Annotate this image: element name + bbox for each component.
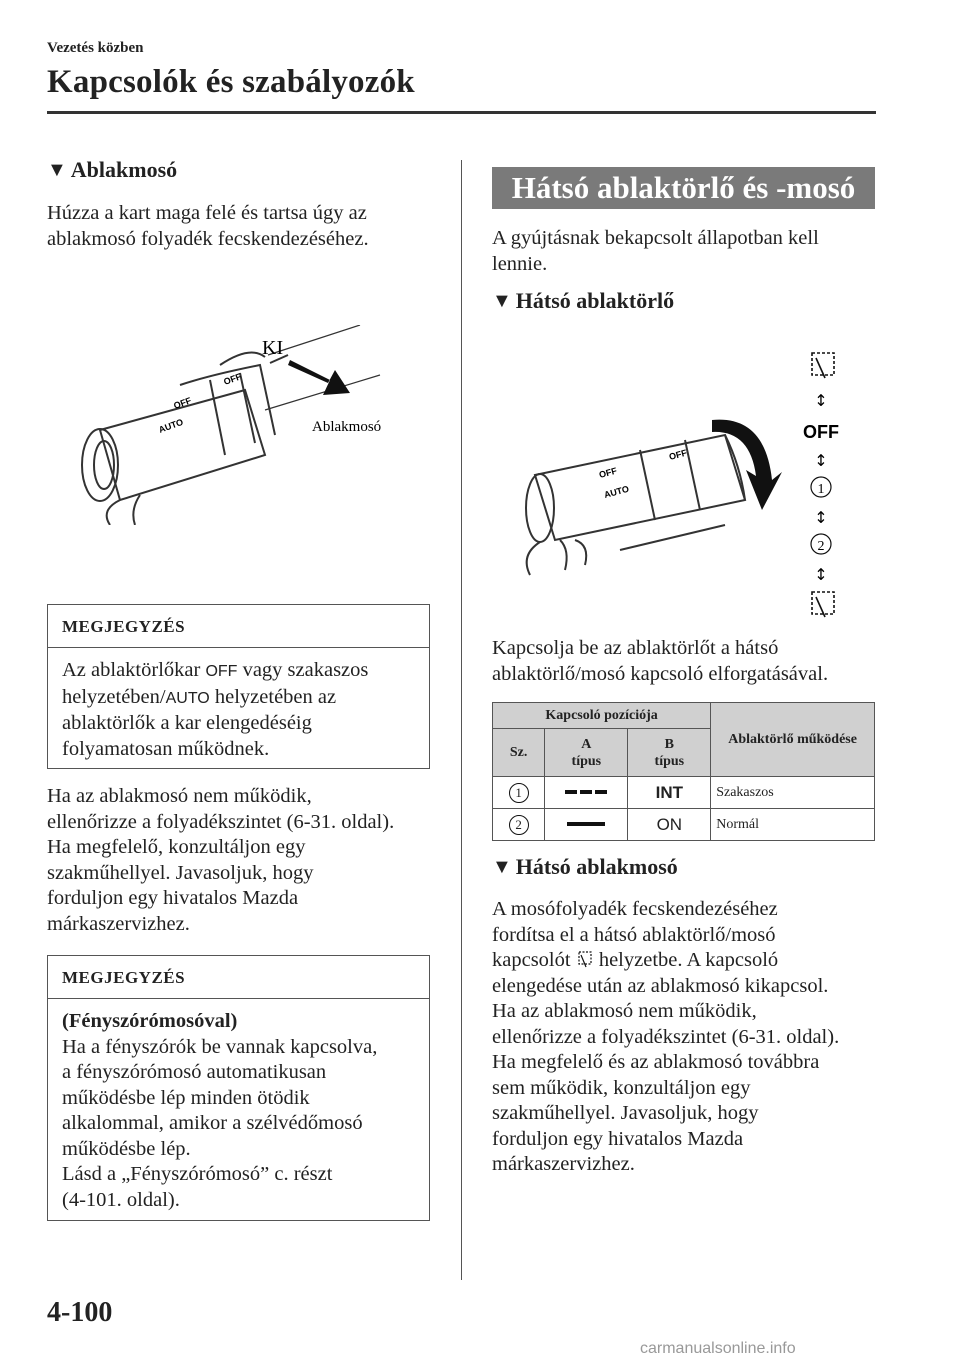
label-off: KI [262,337,284,359]
header-type-a: A típus [545,729,628,777]
washer-heading: ▼ Ablakmosó [47,157,178,182]
rotate-arrow-icon [712,420,782,510]
svg-text:AUTO: AUTO [602,483,630,500]
triangle-bullet-icon: ▼ [492,289,512,312]
table-row [493,777,875,809]
ignition-text: A gyújtásnak bekapcsolt állapotban kell lennie. [492,227,819,275]
note-subtitle: (Fényszórómosóval) [62,1010,238,1032]
position-1-label: 1 [817,482,825,497]
double-arrow-icon: ↕ [814,451,828,470]
note-body: (Fényszórómosóval) Ha a fényszórók be vannak kapcsolva, a fényszórómosó automatikusan működésbe lép minden ötödik alkalommal, amikor a szélvédőmosó működésbe lép. Lásd a „Fényszórómosó” c. részt (4-101. oldal). [48,999,429,1223]
note-body [48,648,429,772]
rear-washer-heading: ▼ Hátsó ablakmosó [492,854,678,879]
rear-wiper-text: Kapcsolja be az ablaktörlőt a hátsó ablaktörlő/mosó kapcsoló elforgatásával. [492,637,829,685]
type-a-symbol [545,777,628,809]
header-no: Sz. [493,729,545,777]
type-b-symbol: INT [628,777,711,809]
svg-text:OFF: OFF [667,447,688,462]
solid-line-icon [563,820,609,828]
header-rule [47,111,876,114]
watermark: carmanualsonline.info [640,1340,796,1357]
washer-instructions: Húzza a kart maga felé és tartsa úgy az ablakmosó folyadék fecskendezéséhez. [47,202,369,250]
washer-bottom-icon [812,592,834,617]
header-type-b: B típus [628,729,711,777]
washer-top-icon [812,353,834,378]
header-position: Kapcsoló pozíciója [493,703,711,729]
washer-icon [576,949,594,969]
auto-symbol: AUTO [165,689,210,707]
page-number: 4-100 [47,1297,113,1328]
triangle-bullet-icon: ▼ [492,855,512,878]
section-banner: Hátsó ablaktörlő és -mosó [492,167,875,209]
dashed-line-icon [563,788,609,796]
label-washer: Ablakmosó [312,419,382,435]
row-number: 2 [493,809,545,841]
double-arrow-icon: ↕ [814,565,828,584]
note-line: helyzetében/AUTO helyzetében az [62,685,337,708]
triangle-bullet-icon: ▼ [47,158,67,181]
rear-wiper-heading: ▼ Hátsó ablaktörlő [492,288,675,313]
position-2-label: 2 [817,539,825,554]
rear-washer-text: A mosófolyadék fecskendezéséhez fordítsa el a hátsó ablaktörlő/mosó kapcsolót helyzetbe. A kapcsoló elengedése után az ablakmosó kikapcsol. Ha az ablakmosó nem működik, ellenőrizze a folyadékszintet (6-31. oldal). Ha megfelelő és az ablakmosó továbbra sem működik, konzultáljon egy szakműhellyel. Javasoljuk, hogy forduljon egy hivatalos Mazda márkaszervizhez. [492,898,840,1175]
failure-text: Ha az ablakmosó nem működik, ellenőrizze a folyadékszintet (6-31. oldal). Ha megfelelő, konzultáljon egy szakműhellyel. Javasoljuk, hogy forduljon egy hivatalos Mazda márkaszervizhez. [47,785,395,935]
svg-text:OFF: OFF [597,465,618,480]
off-position-label: OFF [803,422,839,442]
header-operation: Ablaktörlő működése [711,703,875,777]
note-line: ablaktörlők a kar elengedéséig [62,712,312,734]
row-number: 1 [493,777,545,809]
note-box-2 [47,955,430,1221]
pull-arrow-icon [288,360,350,395]
page-title: Kapcsolók és szabályozók [47,64,415,100]
operation-cell: Normál [711,809,875,841]
wiper-lever-pull-figure [60,325,430,525]
operation-cell: Szakaszos [711,777,875,809]
note-line: folyamatosan működnek. [62,737,270,760]
note-line: Az ablaktörlőkar OFF vagy szakaszos [62,659,369,681]
table-row [493,809,875,841]
switch-position-table [492,702,875,841]
note-title: MEGJEGYZÉS [48,605,429,648]
svg-text:OFF: OFF [172,395,193,411]
section-kicker: Vezetés közben [47,40,144,56]
type-a-symbol [545,809,628,841]
double-arrow-icon: ↕ [814,508,828,527]
svg-text:OFF: OFF [222,371,243,387]
column-divider [461,160,462,1280]
rear-wiper-rotation-figure [500,340,870,630]
note-box-1 [47,604,430,769]
svg-text:AUTO: AUTO [157,416,185,435]
off-symbol: OFF [205,663,238,680]
double-arrow-icon: ↕ [814,391,828,410]
type-b-symbol: ON [628,809,711,841]
note-title: MEGJEGYZÉS [48,956,429,999]
